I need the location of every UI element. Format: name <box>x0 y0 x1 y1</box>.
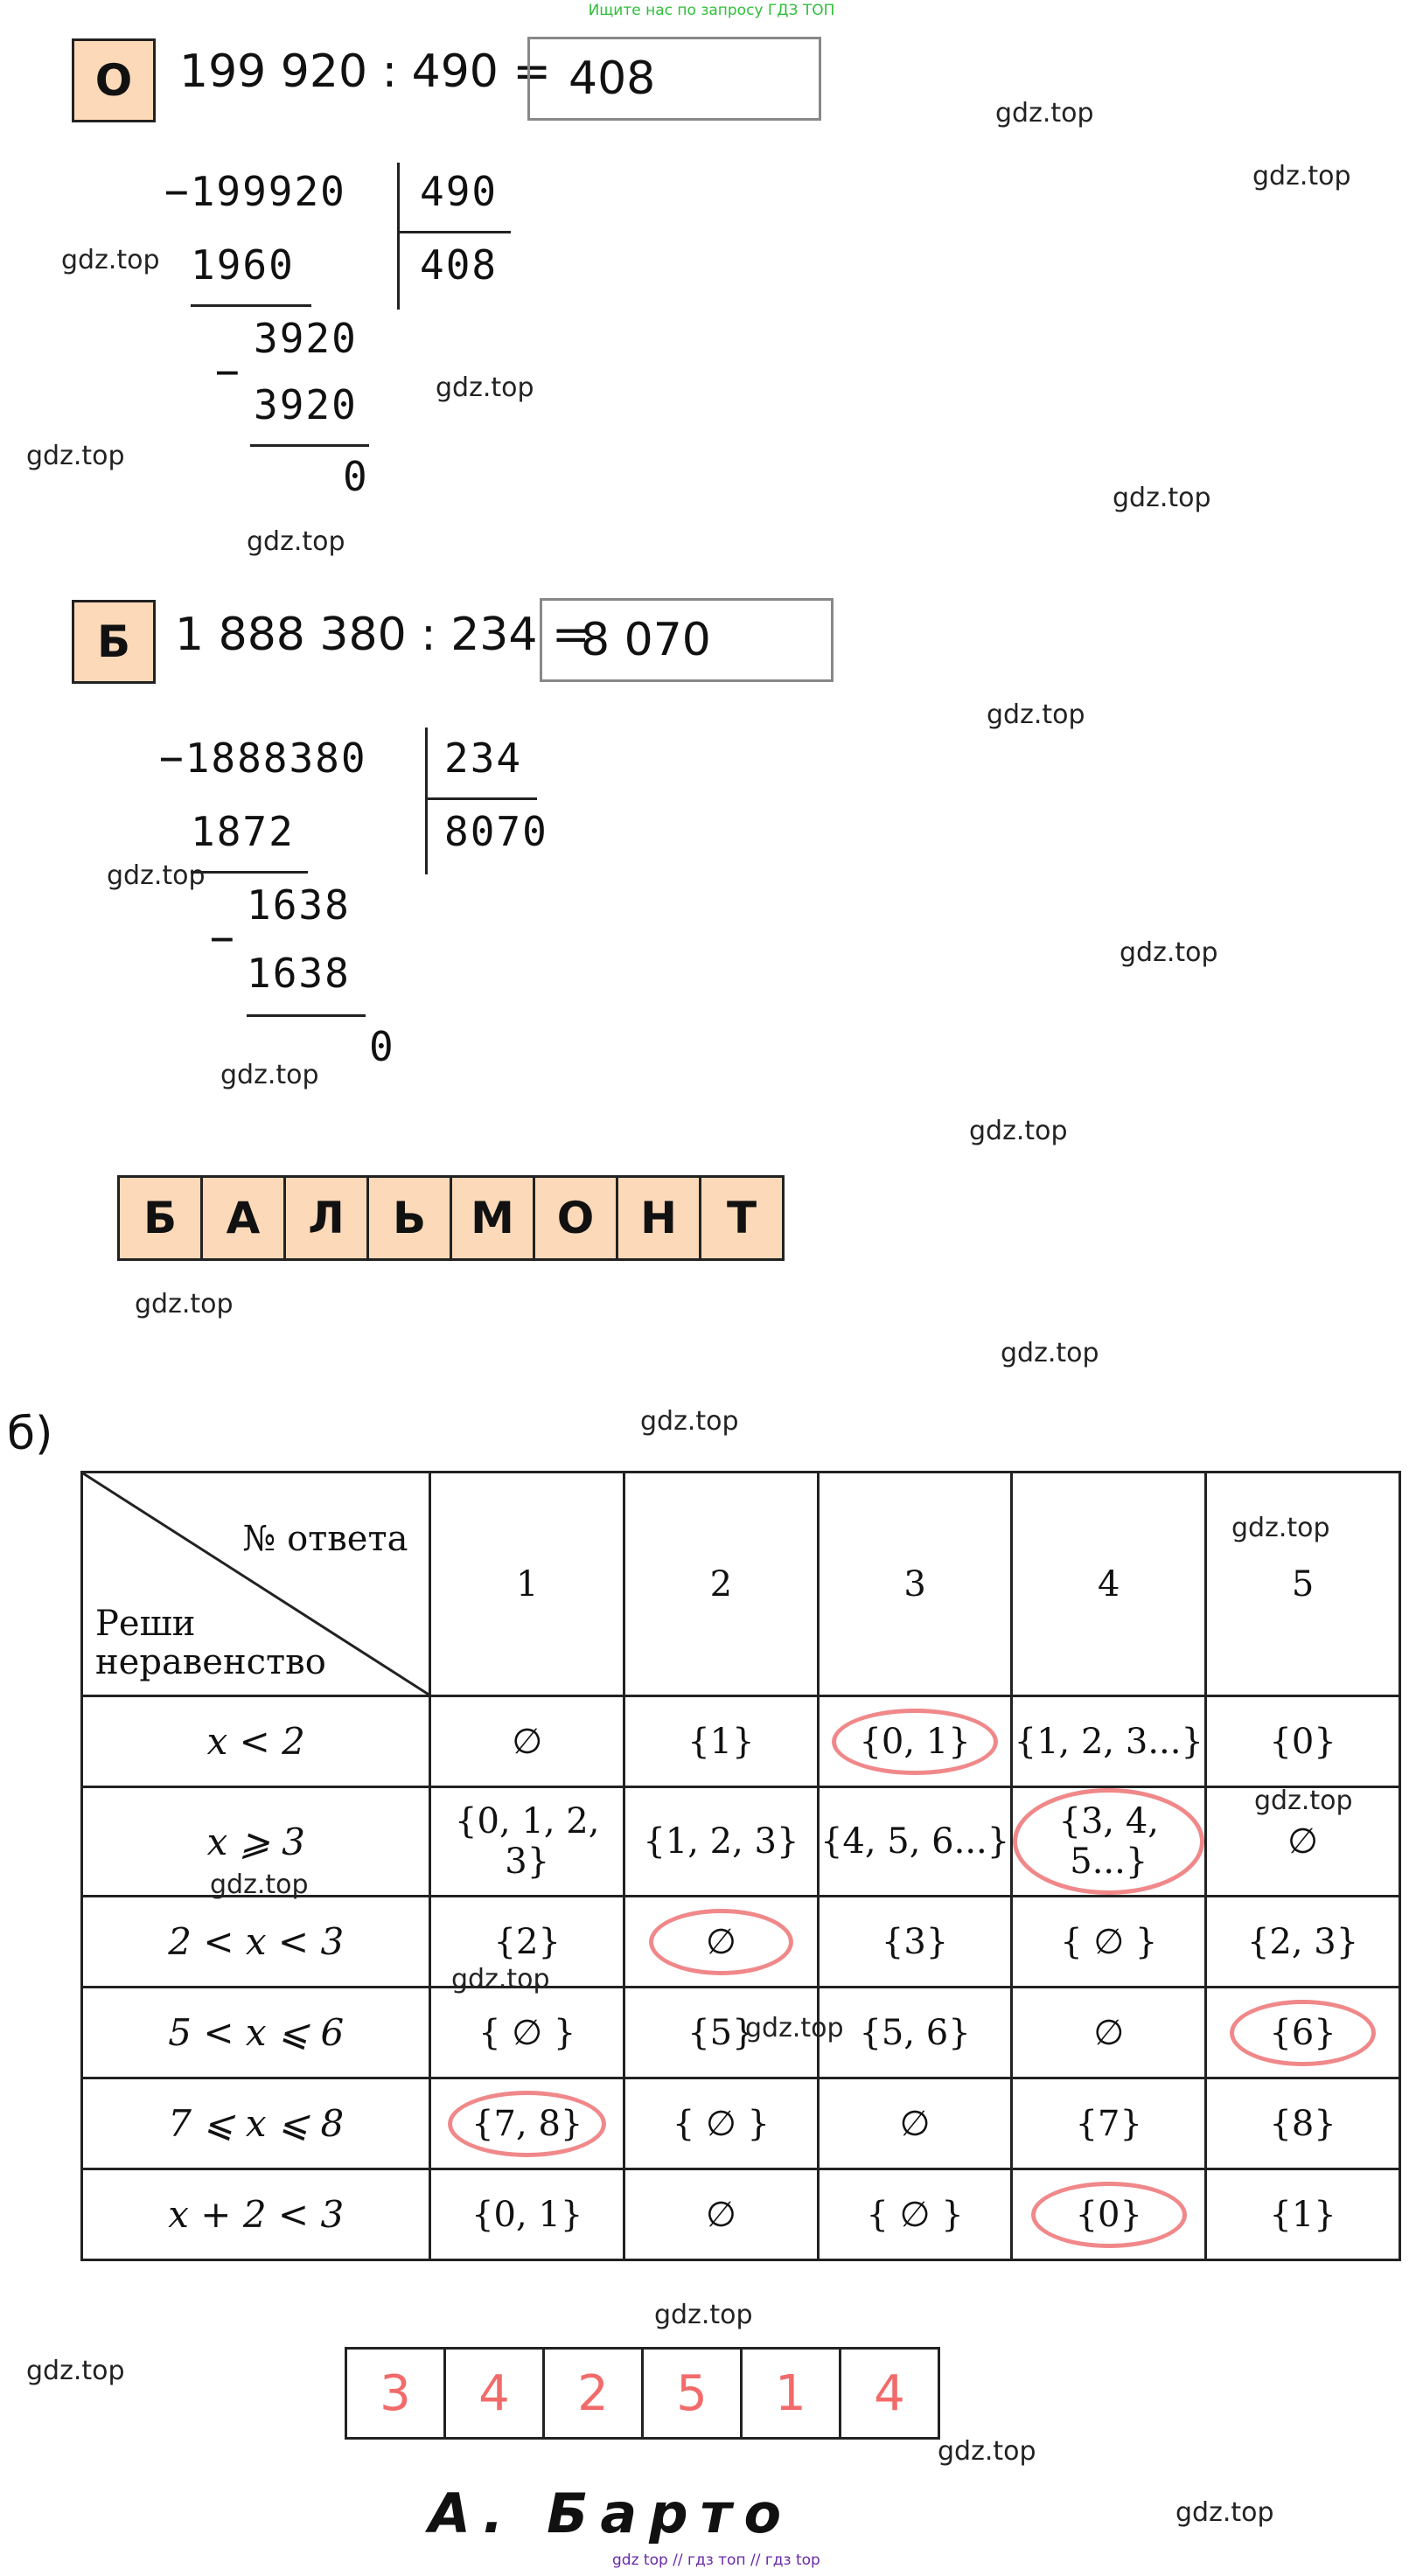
table-row <box>82 1897 1400 1988</box>
watermark: gdz.top <box>1252 161 1351 191</box>
watermark: gdz.top <box>1175 2497 1274 2528</box>
task-o-quotient: 408 <box>420 241 499 289</box>
task-b-final: 0 <box>369 1023 395 1070</box>
table-cell <box>1012 2078 1206 2169</box>
task-o-line1 <box>191 304 311 307</box>
cell-value: ∅ <box>1093 2012 1125 2053</box>
task-b-line1 <box>191 871 308 874</box>
row-inequality: x < 2 <box>82 1696 430 1787</box>
task-o-expression: 199 920 : 490 = <box>179 45 551 98</box>
section-label: б) <box>7 1408 53 1460</box>
top-note: Ищите нас по запросу ГДЗ ТОП <box>588 2 835 19</box>
row-inequality: 2 < x < 3 <box>82 1897 430 1988</box>
answer-digit: 3 <box>347 2350 446 2437</box>
cell-value: {0, 1, 2, 3} <box>455 1801 600 1882</box>
table-cell <box>430 1696 624 1787</box>
circled-answer: ∅ <box>649 1909 793 1975</box>
watermark: gdz.top <box>987 700 1085 730</box>
watermark: gdz.top <box>640 1406 739 1437</box>
table-cell <box>1012 1897 1206 1988</box>
watermark: gdz.top <box>247 526 345 557</box>
answer-digit: 4 <box>874 2364 905 2422</box>
cell-value: {0} <box>1269 1721 1336 1762</box>
task-o-divisor: 490 <box>420 168 499 215</box>
cell-value: ∅ <box>705 2194 736 2235</box>
task-b-quotient-line <box>427 797 537 800</box>
table-cell <box>430 2078 624 2169</box>
task-o-rem1: 3920 <box>254 315 358 362</box>
col-header: 2 <box>624 1472 819 1696</box>
col-header: 4 <box>1012 1472 1206 1696</box>
cell-value: {1} <box>687 1721 755 1762</box>
table-cell <box>624 1787 819 1897</box>
task-b-answer: 8 070 <box>581 614 711 666</box>
header-solve: Реши неравенство <box>95 1604 326 1682</box>
watermark: gdz.top <box>938 2436 1036 2467</box>
inequality-table <box>80 1471 1401 2261</box>
circled-answer: {0} <box>1031 2182 1187 2248</box>
watermark: gdz.top <box>107 860 206 891</box>
task-b-division-bar <box>425 728 428 874</box>
watermark: gdz.top <box>745 2013 844 2043</box>
word-balmont <box>117 1175 785 1261</box>
task-o-line2 <box>250 444 369 447</box>
circled-answer: {0, 1} <box>832 1709 997 1775</box>
task-b-expression: 1 888 380 : 234 = <box>175 609 590 661</box>
task-o-sub1: 1960 <box>191 241 295 289</box>
task-b-line2 <box>247 1014 366 1017</box>
answer-digit: 1 <box>743 2350 841 2437</box>
table-cell <box>818 1787 1012 1897</box>
task-b-rem1: 1638 <box>247 881 351 929</box>
cell-value: ∅ <box>512 1721 543 1762</box>
word-letter: Т <box>701 1178 782 1258</box>
cell-value: { ∅ } <box>1060 1921 1158 1962</box>
col-header: 5 <box>1206 1472 1400 1696</box>
table-cell <box>624 1696 819 1787</box>
table-cell <box>818 1988 1012 2078</box>
table-cell <box>1012 1787 1206 1897</box>
cell-value: { ∅ } <box>866 2194 964 2235</box>
watermark: gdz.top <box>61 245 160 275</box>
header-answer-number: № ответа <box>242 1519 408 1559</box>
cell-value: {0, 1} <box>471 2194 583 2235</box>
row-inequality: x + 2 < 3 <box>82 2169 430 2260</box>
watermark: gdz.top <box>1120 937 1218 968</box>
cell-value: {5} <box>687 2012 755 2053</box>
answer-digits <box>345 2347 940 2440</box>
watermark: gdz.top <box>1254 1786 1353 1816</box>
task-o-dividend: −199920 <box>164 168 346 215</box>
table-cell <box>1012 1988 1206 2078</box>
table-cell <box>1206 2169 1400 2260</box>
task-o-minus2: − <box>215 348 241 395</box>
task-b-sub2: 1638 <box>247 950 351 997</box>
cell-value: {5, 6} <box>859 2012 971 2053</box>
watermark: gdz.top <box>1001 1338 1099 1368</box>
answer-digit: 2 <box>545 2350 644 2437</box>
table-cell <box>818 1897 1012 1988</box>
cell-value: {1} <box>1269 2194 1336 2235</box>
watermark: gdz.top <box>451 1964 550 1995</box>
task-o-letter: О <box>72 38 156 122</box>
word-letter: Б <box>120 1178 203 1258</box>
table-cell <box>430 1988 624 2078</box>
answer-digit: 4 <box>446 2350 545 2437</box>
word-letter: М <box>452 1178 535 1258</box>
col-header: 1 <box>430 1472 624 1696</box>
cell-value: ∅ <box>1287 1821 1319 1862</box>
task-o-answer: 408 <box>569 52 656 105</box>
task-o-final: 0 <box>343 453 369 500</box>
cell-value: {2, 3} <box>1246 1921 1359 1962</box>
col-header: 3 <box>818 1472 1012 1696</box>
table-cell <box>430 2169 624 2260</box>
cell-value: { ∅ } <box>672 2103 770 2144</box>
table-cell <box>624 1897 819 1988</box>
circled-answer: {6} <box>1230 2000 1375 2066</box>
row-inequality: x ⩾ 3 <box>82 1787 430 1897</box>
table-cell <box>1206 1897 1400 1988</box>
author: А. Барто <box>429 2482 794 2545</box>
cell-value: {7} <box>1075 2103 1142 2144</box>
watermark: gdz.top <box>436 372 534 403</box>
task-b-letter: Б <box>72 600 156 684</box>
table-cell <box>1206 1988 1400 2078</box>
task-b-divisor: 234 <box>444 735 523 782</box>
cell-value: {2} <box>493 1921 561 1962</box>
table-cell <box>624 2078 819 2169</box>
table-header-corner <box>82 1472 430 1696</box>
circled-answer: {3, 4, 5...} <box>1013 1788 1204 1895</box>
table-row <box>82 2078 1400 2169</box>
task-b-sub1: 1872 <box>191 808 295 855</box>
cell-value: { ∅ } <box>478 2012 576 2053</box>
word-letter: Ь <box>369 1178 452 1258</box>
table-cell <box>1012 2169 1206 2260</box>
watermark: gdz.top <box>26 441 125 471</box>
word-letter: Н <box>618 1178 701 1258</box>
answer-digit: 5 <box>644 2350 743 2437</box>
task-b-quotient: 8070 <box>444 808 548 855</box>
watermark: gdz.top <box>1231 1513 1330 1543</box>
cell-value: {8} <box>1269 2103 1336 2144</box>
task-b-answer-box <box>540 598 834 682</box>
circled-answer: {7, 8} <box>448 2091 606 2157</box>
task-o-answer-box <box>527 37 821 121</box>
table-cell <box>818 2078 1012 2169</box>
table-cell <box>818 1696 1012 1787</box>
table-row <box>82 1988 1400 2078</box>
watermark: gdz.top <box>220 1060 319 1090</box>
table-cell <box>430 1787 624 1897</box>
watermark: gdz.top <box>969 1116 1068 1146</box>
task-o-quotient-line <box>399 231 511 233</box>
table-cell <box>1206 2078 1400 2169</box>
task-b-minus2: − <box>210 915 236 962</box>
table-cell <box>818 2169 1012 2260</box>
task-o-sub2: 3920 <box>254 381 358 428</box>
row-inequality: 5 < x ⩽ 6 <box>82 1988 430 2078</box>
table-cell <box>1206 1696 1400 1787</box>
cell-value: {1, 2, 3} <box>643 1821 799 1862</box>
watermark: gdz.top <box>135 1289 234 1319</box>
row-inequality: 7 ⩽ x ⩽ 8 <box>82 2078 430 2169</box>
watermark: gdz.top <box>26 2356 125 2386</box>
task-b-dividend: −1888380 <box>159 735 367 782</box>
cell-value: {4, 5, 6...} <box>820 1821 1010 1862</box>
table-cell <box>1012 1696 1206 1787</box>
watermark: gdz.top <box>654 2300 753 2330</box>
table-row <box>82 1696 1400 1787</box>
footer: gdz top // гдз топ // гдз top <box>612 2552 820 2569</box>
word-letter: О <box>535 1178 618 1258</box>
cell-value: ∅ <box>899 2103 931 2144</box>
task-o-division-bar <box>397 163 400 310</box>
watermark: gdz.top <box>210 1869 309 1900</box>
word-letter: Л <box>286 1178 369 1258</box>
cell-value: {3} <box>881 1921 949 1962</box>
cell-value: {1, 2, 3...} <box>1014 1721 1203 1762</box>
table-row <box>82 2169 1400 2260</box>
table-cell <box>624 2169 819 2260</box>
watermark: gdz.top <box>1113 483 1211 513</box>
watermark: gdz.top <box>995 98 1094 129</box>
word-letter: А <box>203 1178 286 1258</box>
